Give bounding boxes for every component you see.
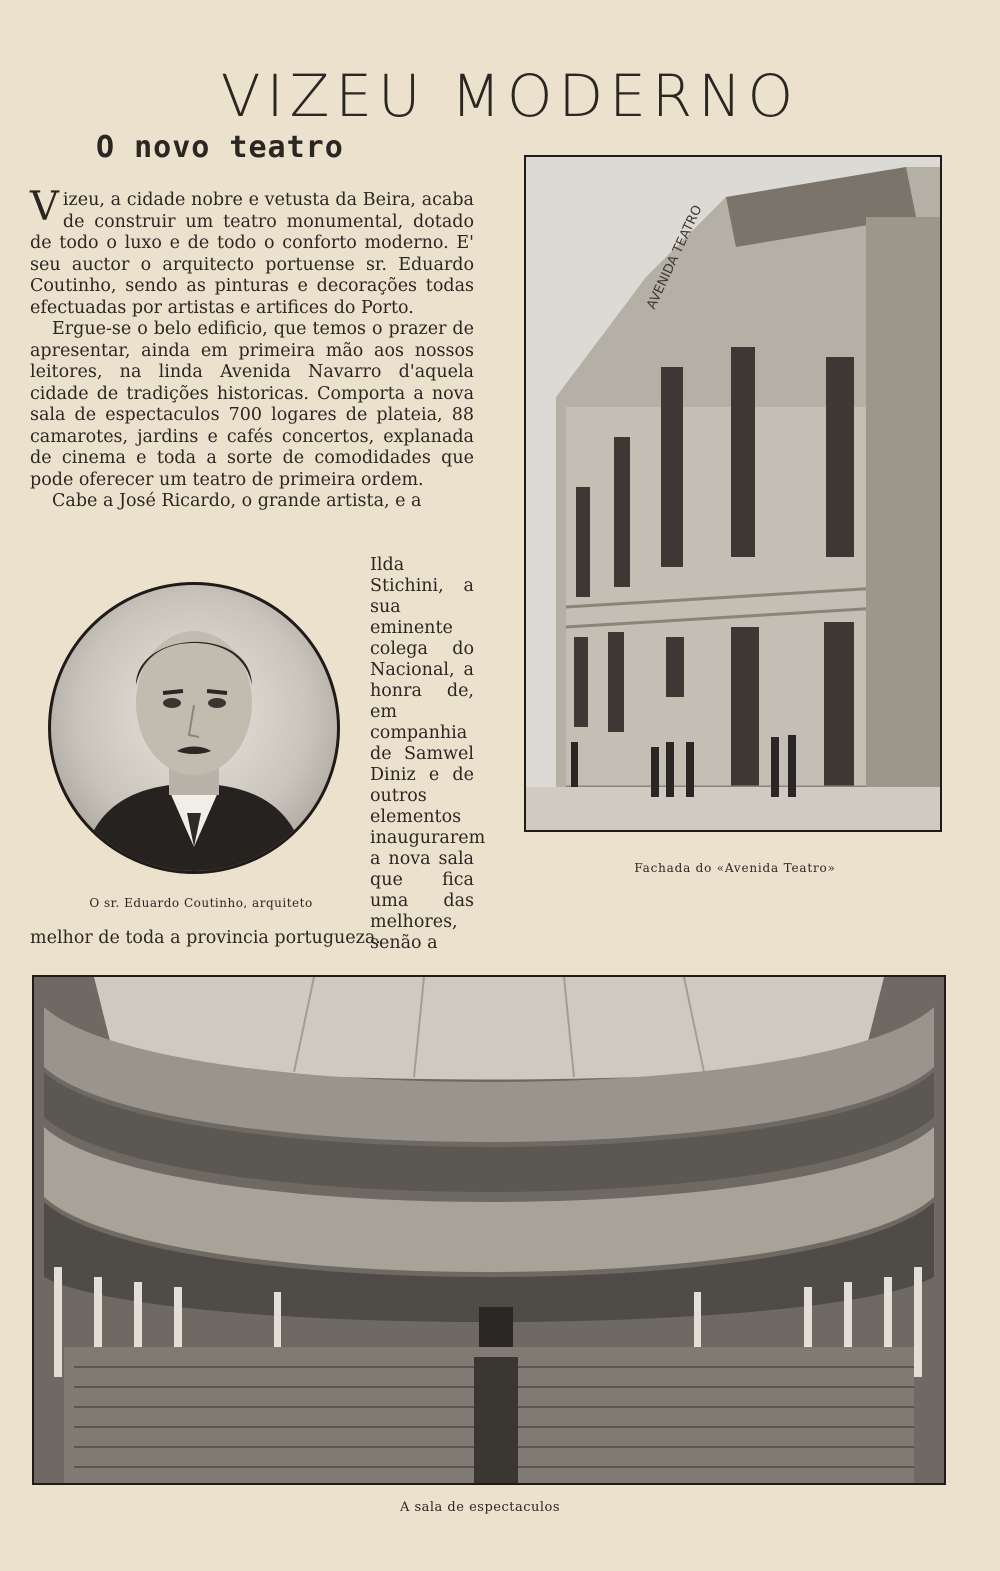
- portrait-illustration: [51, 585, 337, 871]
- facade-photo: [524, 155, 942, 832]
- drop-cap: V: [30, 184, 59, 230]
- theatre-hall-photo: [32, 975, 946, 1485]
- article-paragraph-3-end: melhor de toda a provincia portugueza.: [30, 928, 381, 948]
- theatre-hall-illustration: [34, 977, 944, 1483]
- portrait-photo: [48, 582, 340, 874]
- hall-caption: A sala de espectaculos: [399, 1500, 561, 1515]
- facade-sign: AVENIDA TEATRO: [644, 203, 706, 312]
- article-body: [30, 184, 474, 513]
- portrait-caption: O sr. Eduardo Coutinho, arquiteto: [89, 896, 313, 910]
- page-title: VIZEU MODERNO: [220, 62, 800, 130]
- article-paragraph-3-start: Cabe a José Ricardo, o grande artista, e a: [52, 491, 422, 511]
- facade-caption: Fachada do «Avenida Teatro»: [634, 861, 836, 875]
- article-paragraph-3-narrow: Ilda Stichini, a sua eminente colega do Nacional, a honra de, em companhia de Samwel Diniz e de outros elementos inaugurarem a nova sala que fica uma das melhores, senão a: [370, 555, 486, 953]
- article-paragraph-1-text: izeu, a cidade nobre e vetusta da Beira, acaba de construir um teatro monumental, dotado de todo o luxo e de todo o conforto moderno. E' seu auctor o arquitecto portuense sr. Eduardo Coutinho, sendo as pinturas e decorações todas efectuadas por artistas e artifices do Porto.: [30, 190, 474, 318]
- facade-illustration: [526, 157, 940, 830]
- article-paragraph-2: Ergue-se o belo edificio, que temos o prazer de apresentar, ainda em primeira mão aos nossos leitores, na linda Avenida Navarro d'aquela cidade de tradições historicas. Comporta a nova sala de espectaculos 700 logares de plateia, 88 camarotes, jardins e cafés concertos, explanada de cinema e toda a sorte de comodidades que pode oferecer um teatro de primeira ordem.: [30, 319, 474, 490]
- page-subtitle: O novo teatro: [96, 130, 344, 165]
- article-paragraph-1: [30, 184, 474, 319]
